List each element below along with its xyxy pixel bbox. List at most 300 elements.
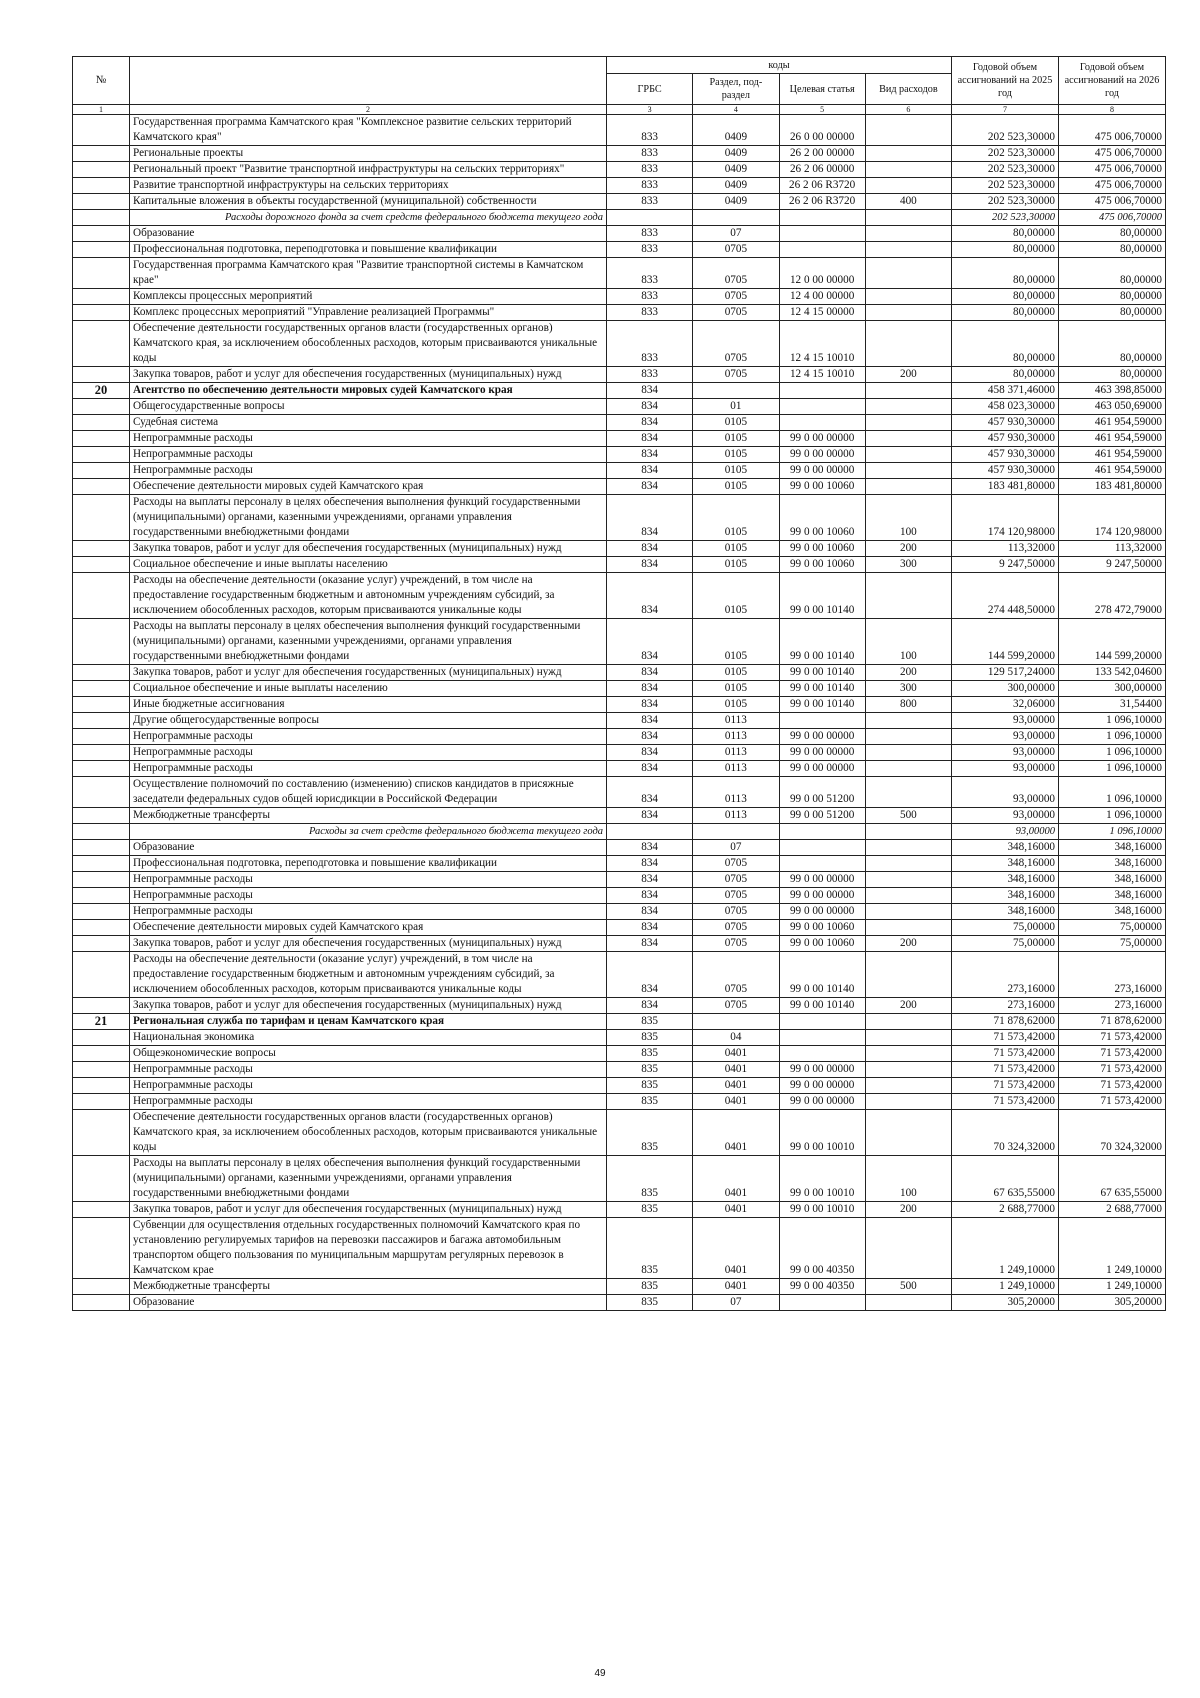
row-volume-2026: 67 635,55000 [1059, 1156, 1166, 1202]
row-name: Государственная программа Камчатского края "Комплексное развитие сельских территорий Камчатского края" [130, 115, 607, 146]
row-celevaya: 99 0 00 10010 [779, 1202, 865, 1218]
row-celevaya: 99 0 00 00000 [779, 1062, 865, 1078]
row-number [73, 1062, 130, 1078]
row-volume-2025: 458 371,46000 [952, 383, 1059, 399]
row-number: 20 [73, 383, 130, 399]
row-number [73, 573, 130, 619]
row-razdel: 04 [693, 1030, 779, 1046]
row-razdel: 0105 [693, 495, 779, 541]
row-number [73, 729, 130, 745]
table-row [73, 305, 1166, 321]
row-name: Общеэкономические вопросы [130, 1046, 607, 1062]
row-grbs: 834 [607, 872, 693, 888]
row-volume-2026: 113,32000 [1059, 541, 1166, 557]
row-grbs: 833 [607, 258, 693, 289]
row-razdel: 0705 [693, 904, 779, 920]
row-name: Образование [130, 840, 607, 856]
row-celevaya: 99 0 00 10060 [779, 479, 865, 495]
row-celevaya [779, 1295, 865, 1311]
row-number [73, 495, 130, 541]
row-razdel: 0105 [693, 447, 779, 463]
row-volume-2025: 2 688,77000 [952, 1202, 1059, 1218]
row-vid [865, 226, 951, 242]
row-volume-2025: 93,00000 [952, 745, 1059, 761]
row-name: Расходы на выплаты персоналу в целях обеспечения выполнения функций государственными (муниципальными) органами, казенными учреждениями, органами управления государственными внебюджетными фондами [130, 1156, 607, 1202]
row-volume-2025: 348,16000 [952, 856, 1059, 872]
header-celevaya: Целевая статья [779, 74, 865, 105]
row-celevaya: 99 0 00 00000 [779, 904, 865, 920]
row-volume-2025: 1 249,10000 [952, 1218, 1059, 1279]
row-volume-2025: 80,00000 [952, 258, 1059, 289]
table-row [73, 998, 1166, 1014]
row-razdel: 0401 [693, 1279, 779, 1295]
row-razdel [693, 1014, 779, 1030]
row-volume-2025: 71 573,42000 [952, 1094, 1059, 1110]
row-celevaya: 99 0 00 10060 [779, 936, 865, 952]
header-volume-2025: Годовой объем ассигнований на 2025 год [952, 57, 1059, 105]
table-row [73, 936, 1166, 952]
row-razdel: 0113 [693, 729, 779, 745]
row-celevaya [779, 1046, 865, 1062]
row-name: Обеспечение деятельности мировых судей Камчатского края [130, 479, 607, 495]
row-grbs: 834 [607, 383, 693, 399]
row-name: Образование [130, 1295, 607, 1311]
row-volume-2026: 71 573,42000 [1059, 1062, 1166, 1078]
row-vid [865, 415, 951, 431]
row-number [73, 399, 130, 415]
row-volume-2025: 183 481,80000 [952, 479, 1059, 495]
row-razdel: 0105 [693, 479, 779, 495]
row-volume-2026: 348,16000 [1059, 904, 1166, 920]
row-vid: 200 [865, 998, 951, 1014]
table-row [73, 146, 1166, 162]
row-razdel: 0105 [693, 665, 779, 681]
row-celevaya: 99 0 00 10060 [779, 557, 865, 573]
row-volume-2026: 75,00000 [1059, 936, 1166, 952]
row-razdel: 0409 [693, 162, 779, 178]
row-volume-2025: 305,20000 [952, 1295, 1059, 1311]
row-name: Закупка товаров, работ и услуг для обеспечения государственных (муниципальных) нужд [130, 998, 607, 1014]
row-grbs: 834 [607, 856, 693, 872]
row-grbs: 834 [607, 619, 693, 665]
row-volume-2025: 144 599,20000 [952, 619, 1059, 665]
row-grbs: 834 [607, 665, 693, 681]
row-vid [865, 1295, 951, 1311]
row-number [73, 479, 130, 495]
row-celevaya: 99 0 00 10140 [779, 952, 865, 998]
row-celevaya: 99 0 00 00000 [779, 872, 865, 888]
row-celevaya: 99 0 00 10060 [779, 920, 865, 936]
row-grbs: 835 [607, 1156, 693, 1202]
row-razdel: 0105 [693, 541, 779, 557]
row-celevaya: 99 0 00 00000 [779, 431, 865, 447]
row-volume-2026: 348,16000 [1059, 872, 1166, 888]
row-celevaya: 99 0 00 00000 [779, 888, 865, 904]
row-vid: 500 [865, 808, 951, 824]
row-number [73, 681, 130, 697]
row-number [73, 856, 130, 872]
row-volume-2025: 457 930,30000 [952, 463, 1059, 479]
row-grbs: 834 [607, 808, 693, 824]
row-name: Непрограммные расходы [130, 904, 607, 920]
table-row [73, 162, 1166, 178]
row-name: Непрограммные расходы [130, 888, 607, 904]
row-celevaya [779, 1014, 865, 1030]
table-row [73, 697, 1166, 713]
table-row [73, 681, 1166, 697]
row-razdel: 0409 [693, 194, 779, 210]
row-razdel [693, 824, 779, 840]
row-grbs [607, 210, 693, 226]
row-number [73, 210, 130, 226]
row-number [73, 1078, 130, 1094]
row-volume-2025: 202 523,30000 [952, 146, 1059, 162]
row-grbs: 834 [607, 952, 693, 998]
row-vid: 100 [865, 495, 951, 541]
row-name: Агентство по обеспечению деятельности мировых судей Камчатского края [130, 383, 607, 399]
row-razdel: 0113 [693, 713, 779, 729]
row-volume-2025: 174 120,98000 [952, 495, 1059, 541]
row-grbs: 834 [607, 681, 693, 697]
table-row [73, 665, 1166, 681]
row-celevaya: 99 0 00 00000 [779, 1078, 865, 1094]
row-name: Комплексы процессных мероприятий [130, 289, 607, 305]
row-volume-2025: 32,06000 [952, 697, 1059, 713]
table-row [73, 1046, 1166, 1062]
row-celevaya: 99 0 00 00000 [779, 761, 865, 777]
table-row [73, 226, 1166, 242]
row-name: Профессиональная подготовка, переподготовка и повышение квалификации [130, 856, 607, 872]
table-row [73, 808, 1166, 824]
row-name: Субвенции для осуществления отдельных государственных полномочий Камчатского края по установлению регулируемых тарифов на перевозки пассажиров и багажа автомобильным транспортом общего пользования по муниципальным маршрутам регулярных перевозок в Камчатском крае [130, 1218, 607, 1279]
table-row [73, 289, 1166, 305]
table-row [73, 242, 1166, 258]
row-volume-2026: 1 096,10000 [1059, 808, 1166, 824]
table-row [73, 729, 1166, 745]
header-razdel: Раздел, под-раздел [693, 74, 779, 105]
row-name: Национальная экономика [130, 1030, 607, 1046]
row-grbs: 834 [607, 479, 693, 495]
row-volume-2026: 461 954,59000 [1059, 431, 1166, 447]
header-vid: Вид расходов [865, 74, 951, 105]
row-grbs: 833 [607, 321, 693, 367]
header-name [130, 57, 607, 105]
row-number [73, 162, 130, 178]
row-volume-2026: 475 006,70000 [1059, 210, 1166, 226]
row-name: Непрограммные расходы [130, 761, 607, 777]
row-volume-2026: 348,16000 [1059, 888, 1166, 904]
row-volume-2025: 75,00000 [952, 936, 1059, 952]
row-number [73, 1156, 130, 1202]
row-volume-2026: 80,00000 [1059, 305, 1166, 321]
row-vid: 500 [865, 1279, 951, 1295]
row-volume-2026: 461 954,59000 [1059, 415, 1166, 431]
row-number [73, 1202, 130, 1218]
table-row [73, 1218, 1166, 1279]
row-razdel: 0401 [693, 1156, 779, 1202]
budget-table [72, 56, 1166, 1311]
row-celevaya: 12 4 00 00000 [779, 289, 865, 305]
row-name: Комплекс процессных мероприятий "Управление реализацией Программы" [130, 305, 607, 321]
row-name: Непрограммные расходы [130, 1078, 607, 1094]
row-celevaya: 26 2 06 R3720 [779, 178, 865, 194]
row-grbs: 834 [607, 920, 693, 936]
row-volume-2026: 475 006,70000 [1059, 178, 1166, 194]
row-grbs: 834 [607, 998, 693, 1014]
row-grbs: 834 [607, 415, 693, 431]
table-row [73, 431, 1166, 447]
row-volume-2026: 80,00000 [1059, 367, 1166, 383]
table-row [73, 1156, 1166, 1202]
column-numbers-row [73, 105, 1166, 115]
row-name: Расходы на обеспечение деятельности (оказание услуг) учреждений, в том числе на предоставление государственным бюджетным и автономным учреждениям субсидий, за исключением обособленных расходов, которым присваиваются уникальные коды [130, 952, 607, 998]
row-vid [865, 1094, 951, 1110]
row-vid [865, 383, 951, 399]
row-vid [865, 178, 951, 194]
row-vid [865, 920, 951, 936]
row-volume-2025: 71 878,62000 [952, 1014, 1059, 1030]
table-row [73, 1279, 1166, 1295]
row-number [73, 808, 130, 824]
row-vid [865, 888, 951, 904]
row-name: Развитие транспортной инфраструктуры на сельских территориях [130, 178, 607, 194]
row-grbs: 834 [607, 495, 693, 541]
row-volume-2026: 1 096,10000 [1059, 824, 1166, 840]
row-number [73, 1218, 130, 1279]
row-volume-2026: 80,00000 [1059, 226, 1166, 242]
row-number: 21 [73, 1014, 130, 1030]
row-volume-2026: 273,16000 [1059, 952, 1166, 998]
row-vid: 200 [865, 1202, 951, 1218]
row-number [73, 745, 130, 761]
row-celevaya [779, 840, 865, 856]
row-celevaya: 12 4 15 10010 [779, 321, 865, 367]
row-vid [865, 1218, 951, 1279]
row-grbs: 834 [607, 697, 693, 713]
row-celevaya [779, 210, 865, 226]
row-vid [865, 729, 951, 745]
row-vid [865, 952, 951, 998]
row-volume-2025: 93,00000 [952, 729, 1059, 745]
row-number [73, 998, 130, 1014]
row-razdel: 0113 [693, 761, 779, 777]
row-name: Расходы на выплаты персоналу в целях обеспечения выполнения функций государственными (муниципальными) органами, казенными учреждениями, органами управления государственными внебюджетными фондами [130, 619, 607, 665]
row-grbs: 834 [607, 399, 693, 415]
row-volume-2025: 457 930,30000 [952, 447, 1059, 463]
row-vid [865, 761, 951, 777]
row-name: Региональная служба по тарифам и ценам Камчатского края [130, 1014, 607, 1030]
row-razdel: 0409 [693, 146, 779, 162]
row-vid: 300 [865, 681, 951, 697]
row-number [73, 447, 130, 463]
row-grbs: 834 [607, 904, 693, 920]
header-number: № [73, 57, 130, 105]
row-vid: 200 [865, 665, 951, 681]
row-razdel: 0105 [693, 557, 779, 573]
row-grbs: 833 [607, 289, 693, 305]
row-grbs: 834 [607, 541, 693, 557]
row-number [73, 194, 130, 210]
row-name: Осуществление полномочий по составлению (изменению) списков кандидатов в присяжные заседатели федеральных судов общей юрисдикции в Российской Федерации [130, 777, 607, 808]
row-name: Региональные проекты [130, 146, 607, 162]
row-volume-2026: 475 006,70000 [1059, 194, 1166, 210]
row-grbs: 834 [607, 431, 693, 447]
row-number [73, 1046, 130, 1062]
row-volume-2026: 71 573,42000 [1059, 1046, 1166, 1062]
row-celevaya: 99 0 00 10140 [779, 998, 865, 1014]
row-volume-2025: 80,00000 [952, 321, 1059, 367]
row-number [73, 888, 130, 904]
row-razdel: 0105 [693, 463, 779, 479]
row-volume-2026: 463 050,69000 [1059, 399, 1166, 415]
row-vid [865, 431, 951, 447]
row-razdel: 0105 [693, 415, 779, 431]
row-volume-2025: 80,00000 [952, 305, 1059, 321]
row-vid: 100 [865, 619, 951, 665]
row-grbs: 834 [607, 573, 693, 619]
row-razdel: 0705 [693, 888, 779, 904]
row-number [73, 258, 130, 289]
row-volume-2025: 457 930,30000 [952, 431, 1059, 447]
row-volume-2026: 1 096,10000 [1059, 729, 1166, 745]
table-row [73, 1014, 1166, 1030]
header-row-1 [73, 57, 1166, 74]
row-vid [865, 463, 951, 479]
row-celevaya: 99 0 00 51200 [779, 777, 865, 808]
row-vid [865, 713, 951, 729]
table-row [73, 840, 1166, 856]
column-number: 8 [1059, 105, 1166, 115]
row-name: Закупка товаров, работ и услуг для обеспечения государственных (муниципальных) нужд [130, 541, 607, 557]
column-number: 5 [779, 105, 865, 115]
row-volume-2025: 93,00000 [952, 713, 1059, 729]
row-razdel: 0705 [693, 952, 779, 998]
row-celevaya: 26 0 00 00000 [779, 115, 865, 146]
row-celevaya: 99 0 00 10140 [779, 573, 865, 619]
row-volume-2025: 71 573,42000 [952, 1046, 1059, 1062]
row-vid [865, 777, 951, 808]
row-celevaya: 12 0 00 00000 [779, 258, 865, 289]
row-volume-2025: 75,00000 [952, 920, 1059, 936]
row-razdel: 07 [693, 840, 779, 856]
table-row [73, 1202, 1166, 1218]
row-volume-2026: 1 249,10000 [1059, 1218, 1166, 1279]
row-vid [865, 399, 951, 415]
row-name: Судебная система [130, 415, 607, 431]
row-number [73, 1110, 130, 1156]
table-row [73, 479, 1166, 495]
row-celevaya: 99 0 00 10010 [779, 1110, 865, 1156]
row-volume-2026: 1 096,10000 [1059, 745, 1166, 761]
table-row [73, 415, 1166, 431]
row-vid [865, 745, 951, 761]
row-celevaya: 99 0 00 00000 [779, 1094, 865, 1110]
row-grbs: 835 [607, 1014, 693, 1030]
table-row [73, 872, 1166, 888]
row-volume-2025: 348,16000 [952, 840, 1059, 856]
row-volume-2026: 463 398,85000 [1059, 383, 1166, 399]
row-volume-2026: 278 472,79000 [1059, 573, 1166, 619]
table-row [73, 1295, 1166, 1311]
row-number [73, 1279, 130, 1295]
row-name: Профессиональная подготовка, переподготовка и повышение квалификации [130, 242, 607, 258]
table-row [73, 856, 1166, 872]
table-body [73, 115, 1166, 1311]
table-row [73, 1078, 1166, 1094]
row-razdel: 0401 [693, 1078, 779, 1094]
row-volume-2026: 1 249,10000 [1059, 1279, 1166, 1295]
row-razdel: 0105 [693, 573, 779, 619]
row-volume-2026: 80,00000 [1059, 321, 1166, 367]
row-vid [865, 479, 951, 495]
row-number [73, 777, 130, 808]
row-celevaya: 26 2 00 00000 [779, 146, 865, 162]
row-razdel: 01 [693, 399, 779, 415]
row-vid [865, 162, 951, 178]
row-volume-2026: 475 006,70000 [1059, 115, 1166, 146]
table-row [73, 1094, 1166, 1110]
row-razdel: 07 [693, 226, 779, 242]
row-razdel: 0105 [693, 619, 779, 665]
row-razdel: 0401 [693, 1046, 779, 1062]
row-name: Обеспечение деятельности мировых судей Камчатского края [130, 920, 607, 936]
table-row [73, 463, 1166, 479]
row-grbs: 833 [607, 115, 693, 146]
row-volume-2025: 202 523,30000 [952, 115, 1059, 146]
row-number [73, 431, 130, 447]
row-volume-2025: 80,00000 [952, 367, 1059, 383]
row-name: Закупка товаров, работ и услуг для обеспечения государственных (муниципальных) нужд [130, 665, 607, 681]
row-vid: 300 [865, 557, 951, 573]
row-celevaya: 99 0 00 10060 [779, 541, 865, 557]
row-volume-2025: 202 523,30000 [952, 178, 1059, 194]
page-number: 49 [594, 1668, 606, 1679]
row-razdel: 0105 [693, 431, 779, 447]
row-razdel: 0105 [693, 697, 779, 713]
row-celevaya [779, 415, 865, 431]
row-name: Иные бюджетные ассигнования [130, 697, 607, 713]
table-row [73, 447, 1166, 463]
row-volume-2026: 348,16000 [1059, 840, 1166, 856]
row-volume-2025: 273,16000 [952, 952, 1059, 998]
row-volume-2025: 71 573,42000 [952, 1030, 1059, 1046]
row-grbs: 834 [607, 463, 693, 479]
row-volume-2025: 67 635,55000 [952, 1156, 1059, 1202]
row-volume-2026: 144 599,20000 [1059, 619, 1166, 665]
row-vid [865, 1078, 951, 1094]
row-volume-2025: 80,00000 [952, 242, 1059, 258]
table-row [73, 920, 1166, 936]
row-razdel: 0409 [693, 178, 779, 194]
row-number [73, 463, 130, 479]
row-vid [865, 447, 951, 463]
row-volume-2026: 1 096,10000 [1059, 761, 1166, 777]
row-grbs: 835 [607, 1110, 693, 1156]
row-volume-2026: 475 006,70000 [1059, 162, 1166, 178]
row-number [73, 242, 130, 258]
row-number [73, 619, 130, 665]
row-name: Непрограммные расходы [130, 729, 607, 745]
row-name: Закупка товаров, работ и услуг для обеспечения государственных (муниципальных) нужд [130, 1202, 607, 1218]
table-row [73, 541, 1166, 557]
row-volume-2026: 80,00000 [1059, 242, 1166, 258]
table-row [73, 761, 1166, 777]
header-codes: коды [607, 57, 952, 74]
row-volume-2026: 461 954,59000 [1059, 463, 1166, 479]
row-number [73, 952, 130, 998]
row-volume-2025: 348,16000 [952, 872, 1059, 888]
row-vid [865, 321, 951, 367]
